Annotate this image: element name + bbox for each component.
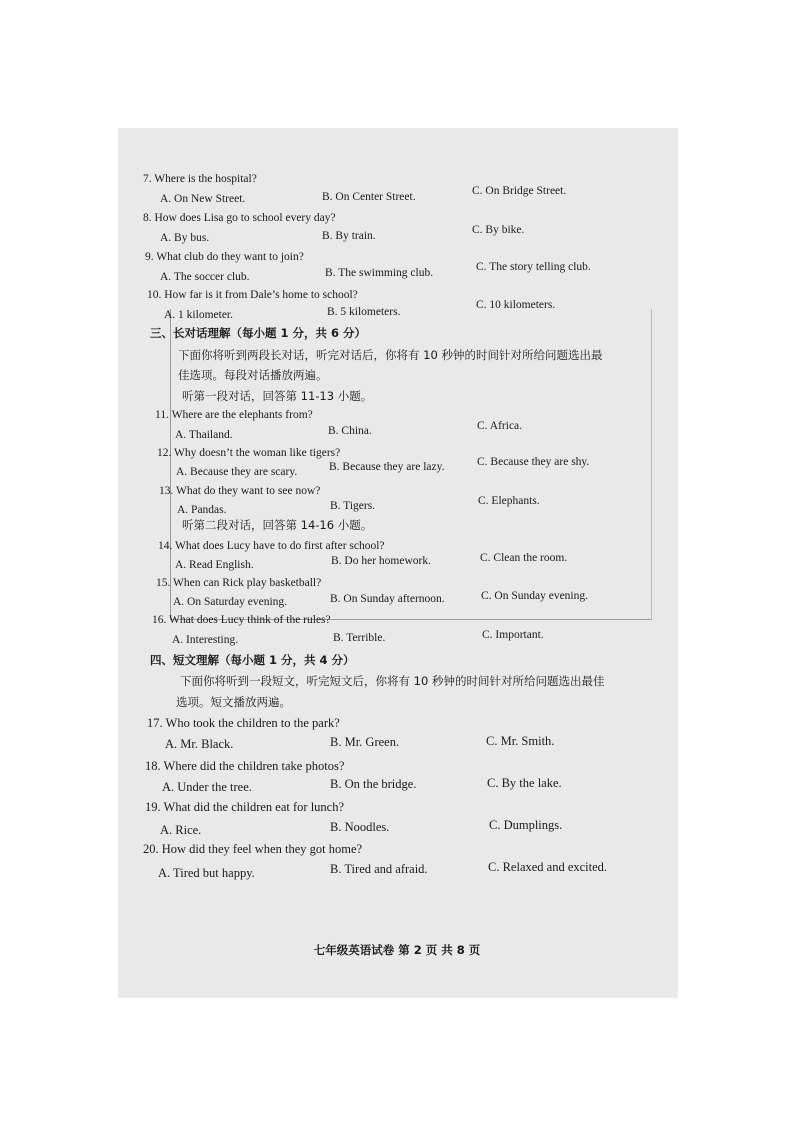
- q9-option-a: A. The soccer club.: [160, 271, 250, 283]
- q16-option-c: C. Important.: [482, 629, 544, 641]
- section3-instruction-1: 下面你将听到两段长对话，听完对话后，你将有 10 秒钟的时间针对所给问题选出最: [178, 348, 603, 362]
- q19-option-b: B. Noodles.: [330, 820, 390, 834]
- q9-option-c: C. The story telling club.: [476, 261, 591, 273]
- q15-option-a: A. On Saturday evening.: [173, 596, 288, 608]
- q18-stem: 18. Where did the children take photos?: [145, 759, 345, 773]
- q12-option-a: A. Because they are scary.: [176, 466, 298, 478]
- q11-option-c: C. Africa.: [477, 420, 523, 432]
- q16-option-b: B. Terrible.: [333, 632, 386, 644]
- section3-instruction-2: 佳选项。每段对话播放两遍。: [178, 368, 328, 382]
- q20-option-a: A. Tired but happy.: [158, 866, 255, 880]
- q17-option-b: B. Mr. Green.: [330, 735, 400, 749]
- q17-stem: 17. Who took the children to the park?: [147, 716, 340, 730]
- q13-stem: 13. What do they want to see now?: [159, 485, 321, 497]
- q13-option-b: B. Tigers.: [330, 500, 376, 512]
- q8-option-b: B. By train.: [322, 230, 376, 242]
- q7-stem: 7. Where is the hospital?: [143, 173, 257, 185]
- q18-option-b: B. On the bridge.: [330, 777, 417, 791]
- section4-title: 四、短文理解（每小题 1 分，共 4 分）: [150, 653, 355, 667]
- dialog2-note: 听第二段对话，回答第 14-16 小题。: [182, 518, 373, 532]
- q19-option-a: A. Rice.: [160, 823, 202, 837]
- q15-stem: 15. When can Rick play basketball?: [156, 577, 322, 589]
- q15-option-b: B. On Sunday afternoon.: [330, 593, 445, 605]
- q9-stem: 9. What club do they want to join?: [145, 251, 304, 263]
- q10-stem: 10. How far is it from Dale’s home to school?: [147, 289, 358, 301]
- q11-option-a: A. Thailand.: [175, 429, 233, 441]
- q14-option-b: B. Do her homework.: [331, 555, 431, 567]
- section4-instruction-1: 下面你将听到一段短文，听完短文后，你将有 10 秒钟的时间针对所给问题选出最佳: [180, 674, 605, 688]
- dialog1-note: 听第一段对话，回答第 11-13 小题。: [182, 389, 373, 403]
- q7-option-c: C. On Bridge Street.: [472, 185, 567, 197]
- q12-option-c: C. Because they are shy.: [477, 456, 590, 468]
- q8-option-c: C. By bike.: [472, 224, 525, 236]
- q18-option-a: A. Under the tree.: [162, 780, 252, 794]
- page-footer: 七年级英语试卷 第 2 页 共 8 页: [313, 943, 481, 957]
- q20-stem: 20. How did they feel when they got home?: [143, 842, 363, 856]
- q19-option-c: C. Dumplings.: [489, 818, 563, 832]
- q16-stem: 16. What does Lucy think of the rules?: [152, 614, 331, 626]
- q18-option-c: C. By the lake.: [487, 776, 562, 790]
- q9-option-b: B. The swimming club.: [325, 267, 434, 279]
- q15-option-c: C. On Sunday evening.: [481, 590, 589, 602]
- q11-option-b: B. China.: [328, 425, 372, 437]
- q19-stem: 19. What did the children eat for lunch?: [145, 800, 345, 814]
- q13-option-a: A. Pandas.: [177, 504, 227, 516]
- q17-option-c: C. Mr. Smith.: [486, 734, 555, 748]
- q10-option-a: A. 1 kilometer.: [164, 309, 233, 321]
- section3-title: 三、长对话理解（每小题 1 分，共 6 分）: [150, 326, 367, 340]
- q7-option-b: B. On Center Street.: [322, 191, 416, 203]
- q10-option-c: C. 10 kilometers.: [476, 299, 556, 311]
- q12-option-b: B. Because they are lazy.: [329, 461, 445, 473]
- q14-option-c: C. Clean the room.: [480, 552, 568, 564]
- q20-option-b: B. Tired and afraid.: [330, 862, 428, 876]
- q12-stem: 12. Why doesn’t the woman like tigers?: [157, 447, 341, 459]
- q16-option-a: A. Interesting.: [172, 634, 239, 646]
- q10-option-b: B. 5 kilometers.: [327, 306, 401, 318]
- q20-option-c: C. Relaxed and excited.: [488, 860, 608, 874]
- q13-option-c: C. Elephants.: [478, 495, 540, 507]
- q8-stem: 8. How does Lisa go to school every day?: [143, 212, 336, 224]
- q14-option-a: A. Read English.: [175, 559, 254, 571]
- section4-instruction-2: 选项。短文播放两遍。: [176, 695, 291, 709]
- q17-option-a: A. Mr. Black.: [165, 737, 234, 751]
- q7-option-a: A. On New Street.: [160, 193, 246, 205]
- q11-stem: 11. Where are the elephants from?: [155, 409, 313, 421]
- q8-option-a: A. By bus.: [160, 232, 210, 244]
- q14-stem: 14. What does Lucy have to do first after school?: [158, 540, 385, 552]
